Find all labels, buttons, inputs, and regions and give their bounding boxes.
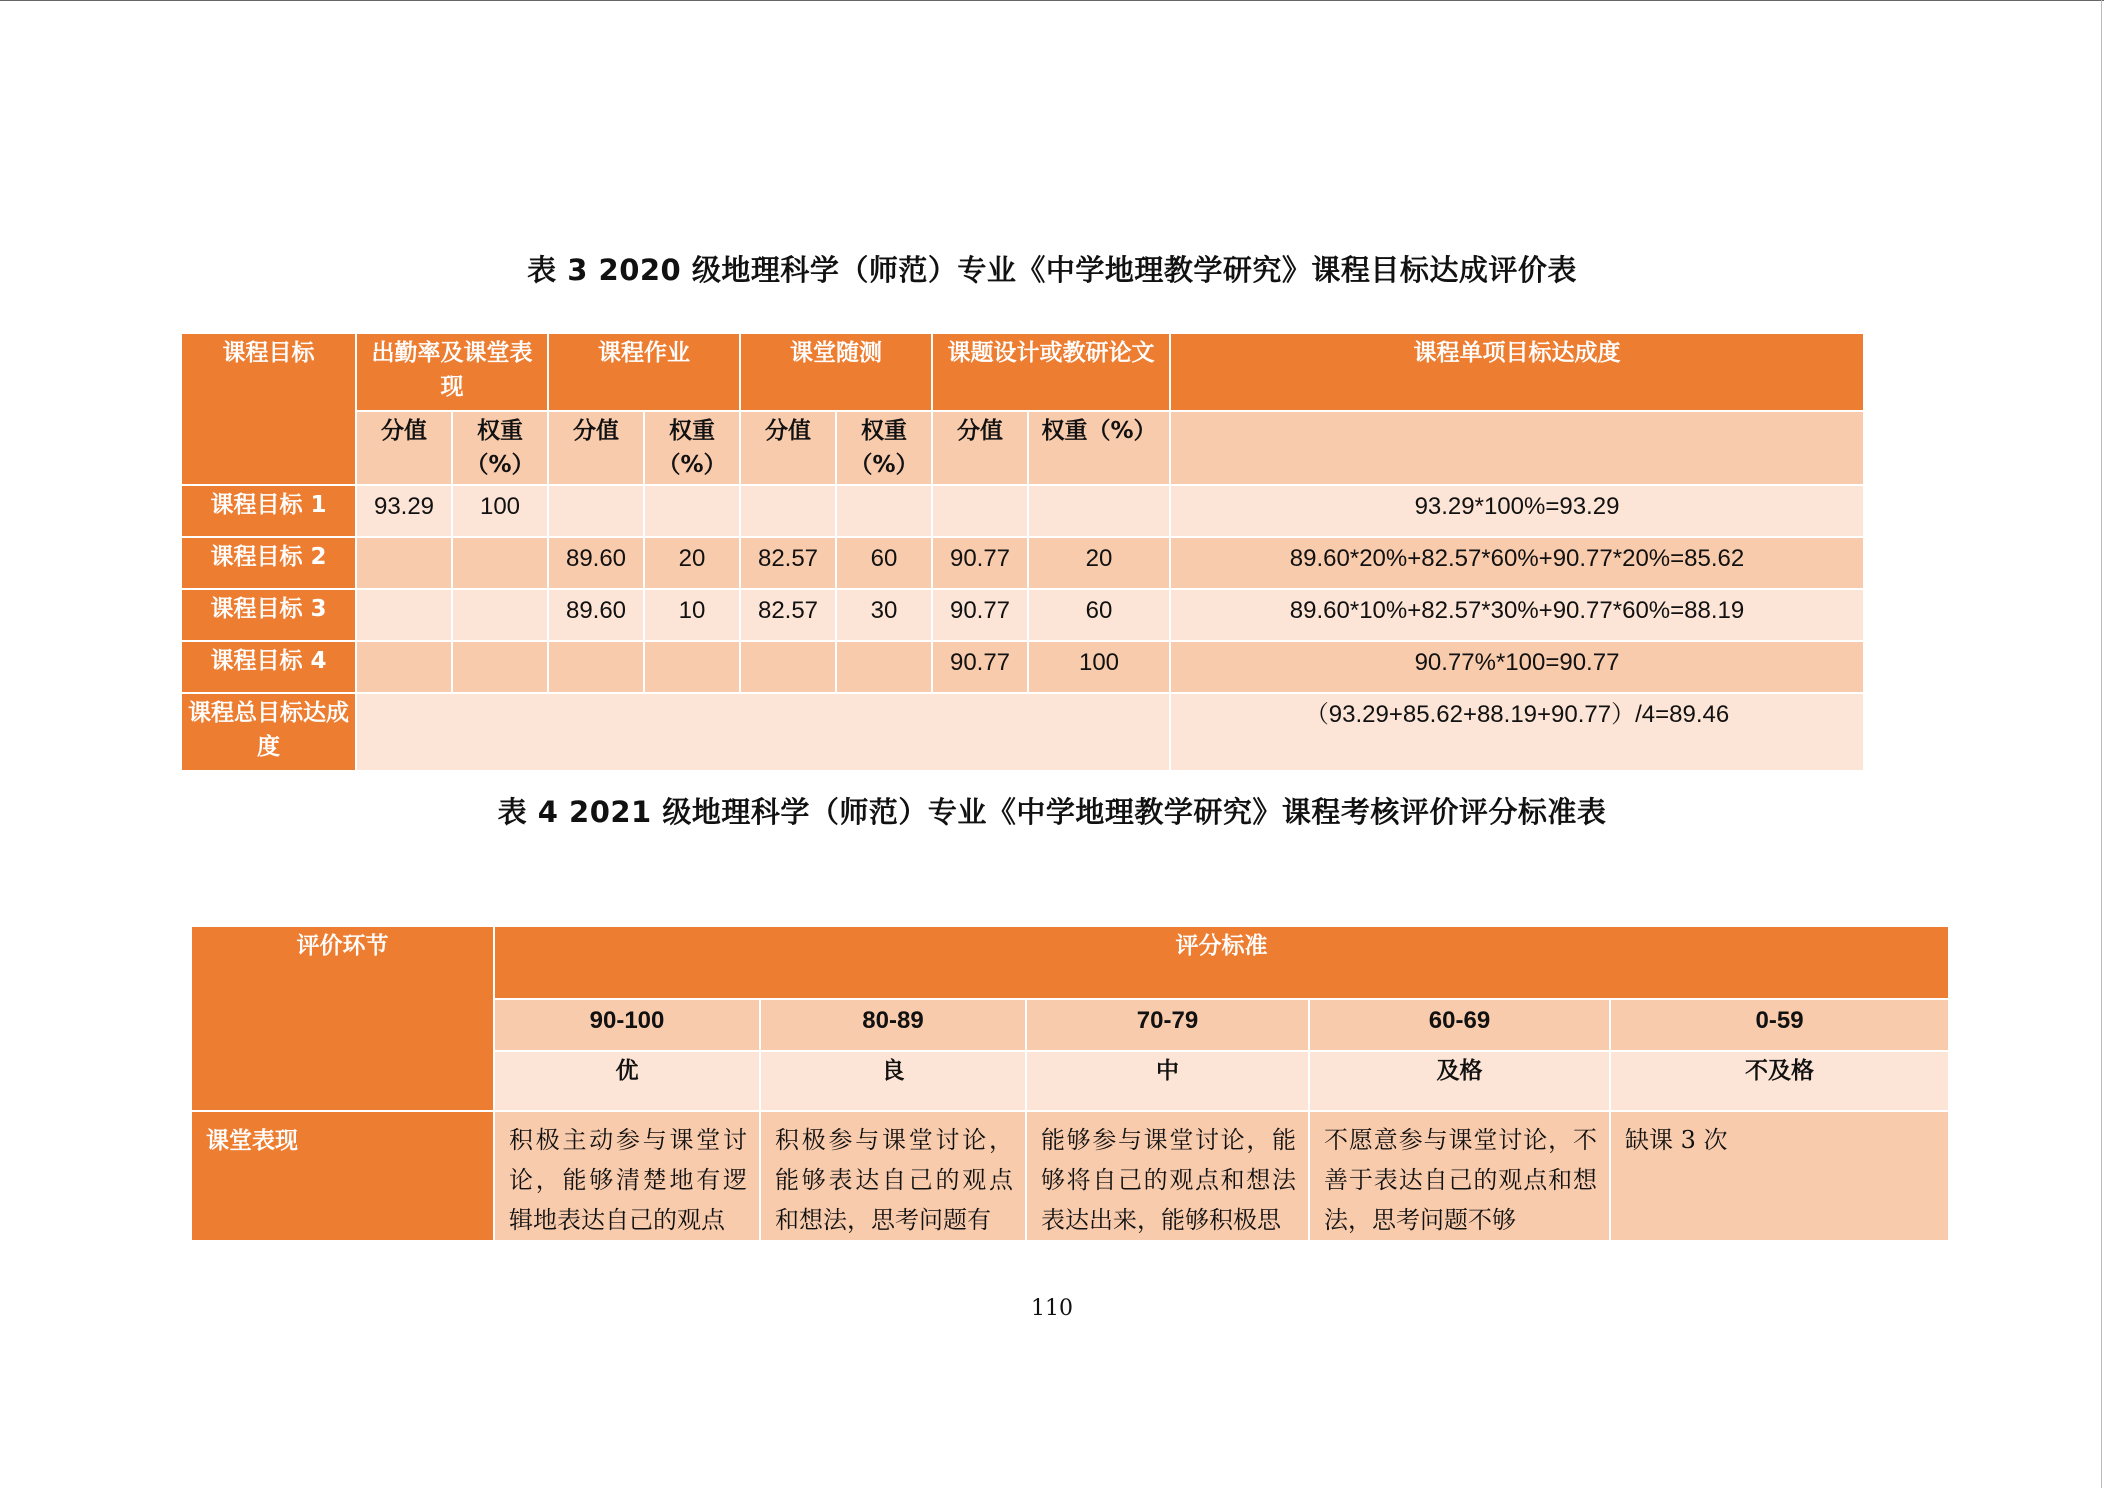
cell <box>932 485 1028 537</box>
achievement-formula: 93.29*100%=93.29 <box>1170 485 1864 537</box>
total-achievement-formula: （93.29+85.62+88.19+90.77）/4=89.46 <box>1170 693 1864 771</box>
score-range: 80-89 <box>760 999 1026 1051</box>
cell <box>740 641 836 693</box>
cell: 20 <box>1028 537 1170 589</box>
cell: 89.60 <box>548 589 644 641</box>
cell: 89.60 <box>548 537 644 589</box>
cell: 90.77 <box>932 641 1028 693</box>
cell: 82.57 <box>740 589 836 641</box>
header-homework: 课程作业 <box>548 333 740 411</box>
table3-course-goal-achievement <box>180 332 1865 772</box>
subheader-weight: 权重（%） <box>836 411 932 485</box>
criteria-description: 不愿意参与课堂讨论，不善于表达自己的观点和想法，思考问题不够 <box>1309 1111 1610 1241</box>
top-border-line <box>0 0 2104 1</box>
cell <box>1028 485 1170 537</box>
subheader-empty <box>1170 411 1864 485</box>
criteria-description: 积极主动参与课堂讨论，能够清楚地有逻辑地表达自己的观点 <box>494 1111 760 1241</box>
cell: 82.57 <box>740 537 836 589</box>
subheader-weight: 权重（%） <box>644 411 740 485</box>
cell: 90.77 <box>932 537 1028 589</box>
grade-label: 不及格 <box>1610 1051 1949 1111</box>
cell: 10 <box>644 589 740 641</box>
cell <box>644 485 740 537</box>
cell: 100 <box>1028 641 1170 693</box>
cell: 93.29 <box>356 485 452 537</box>
cell <box>836 485 932 537</box>
table3-caption: 表 3 2020 级地理科学（师范）专业《中学地理教学研究》课程目标达成评价表 <box>527 253 1577 287</box>
grade-label: 良 <box>760 1051 1026 1111</box>
cell: 60 <box>836 537 932 589</box>
score-range: 70-79 <box>1026 999 1309 1051</box>
right-border-line <box>2101 0 2102 1488</box>
cell <box>356 641 452 693</box>
row-label-total: 课程总目标达成度 <box>181 693 356 771</box>
row-label-goal-2: 课程目标 2 <box>181 537 356 589</box>
subheader-score: 分值 <box>740 411 836 485</box>
cell <box>356 537 452 589</box>
cell: 30 <box>836 589 932 641</box>
header-grading-standard: 评分标准 <box>494 926 1949 999</box>
row-label-class-performance: 课堂表现 <box>191 1111 494 1241</box>
cell <box>548 485 644 537</box>
criteria-description: 缺课 3 次 <box>1610 1111 1949 1241</box>
cell <box>356 589 452 641</box>
score-range: 90-100 <box>494 999 760 1051</box>
total-empty-span <box>356 693 1170 771</box>
cell <box>452 589 548 641</box>
header-achievement: 课程单项目标达成度 <box>1170 333 1864 411</box>
header-project: 课题设计或教研论文 <box>932 333 1170 411</box>
table4-grading-standard <box>190 925 1950 1242</box>
score-range: 60-69 <box>1309 999 1610 1051</box>
cell <box>836 641 932 693</box>
row-label-goal-3: 课程目标 3 <box>181 589 356 641</box>
criteria-description: 能够参与课堂讨论，能够将自己的观点和想法表达出来，能够积极思 <box>1026 1111 1309 1241</box>
subheader-weight: 权重（%） <box>452 411 548 485</box>
achievement-formula: 89.60*20%+82.57*60%+90.77*20%=85.62 <box>1170 537 1864 589</box>
table4-caption: 表 4 2021 级地理科学（师范）专业《中学地理教学研究》课程考核评价评分标准表 <box>497 795 1607 829</box>
cell: 90.77 <box>932 589 1028 641</box>
grade-label: 中 <box>1026 1051 1309 1111</box>
row-label-goal-1: 课程目标 1 <box>181 485 356 537</box>
cell: 100 <box>452 485 548 537</box>
score-range: 0-59 <box>1610 999 1949 1051</box>
subheader-score: 分值 <box>548 411 644 485</box>
grade-label: 及格 <box>1309 1051 1610 1111</box>
header-quiz: 课堂随测 <box>740 333 932 411</box>
cell <box>452 537 548 589</box>
subheader-weight: 权重（%） <box>1028 411 1170 485</box>
achievement-formula: 89.60*10%+82.57*30%+90.77*60%=88.19 <box>1170 589 1864 641</box>
header-attendance: 出勤率及课堂表现 <box>356 333 548 411</box>
subheader-score: 分值 <box>356 411 452 485</box>
grade-label: 优 <box>494 1051 760 1111</box>
achievement-formula: 90.77%*100=90.77 <box>1170 641 1864 693</box>
cell: 20 <box>644 537 740 589</box>
header-evaluation-stage: 评价环节 <box>191 926 494 1111</box>
cell: 60 <box>1028 589 1170 641</box>
header-course-goal: 课程目标 <box>181 333 356 485</box>
cell <box>548 641 644 693</box>
cell <box>452 641 548 693</box>
cell <box>740 485 836 537</box>
cell <box>644 641 740 693</box>
row-label-goal-4: 课程目标 4 <box>181 641 356 693</box>
subheader-score: 分值 <box>932 411 1028 485</box>
page-number: 110 <box>1031 1296 1073 1321</box>
criteria-description: 积极参与课堂讨论，能够表达自己的观点和想法，思考问题有 <box>760 1111 1026 1241</box>
